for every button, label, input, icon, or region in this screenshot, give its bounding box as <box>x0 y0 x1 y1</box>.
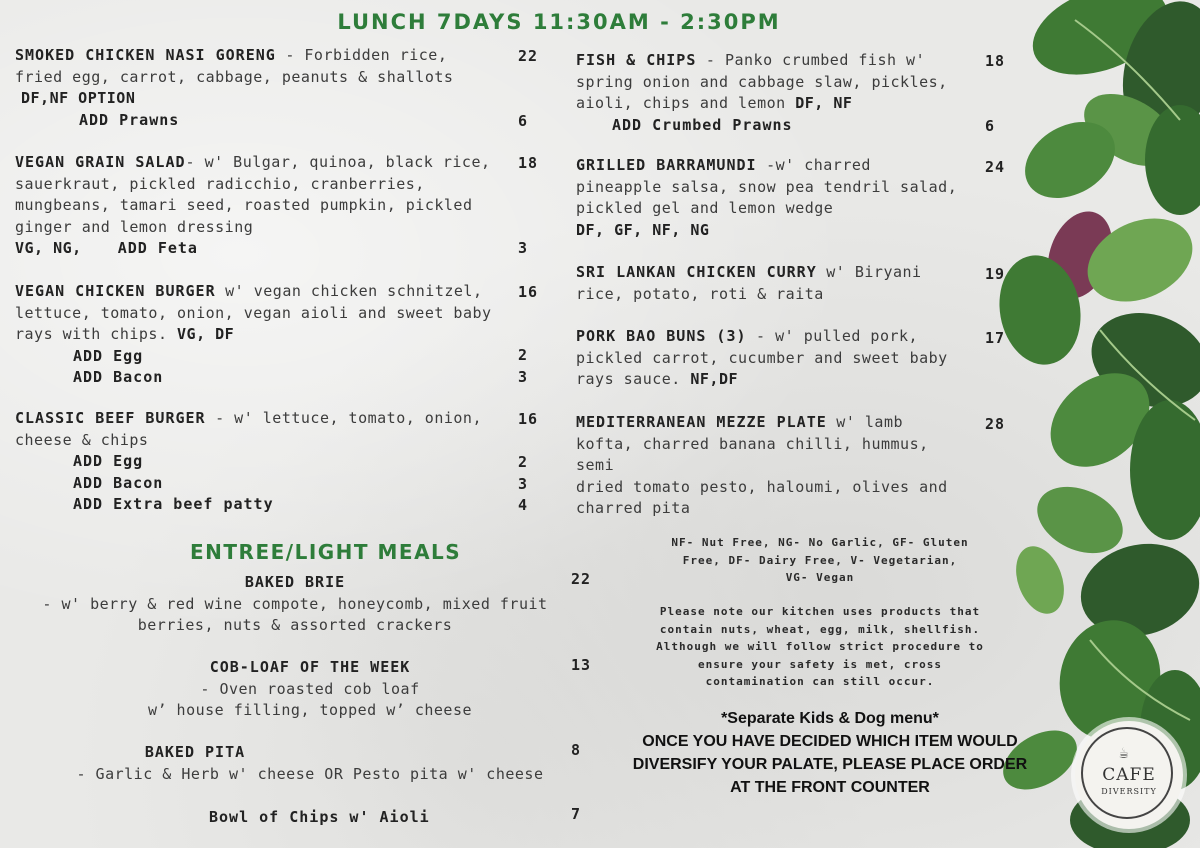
item-desc-line: charred pita <box>576 499 691 517</box>
item-price: 7 <box>571 805 582 823</box>
item-desc-line: mungbeans, tamari seed, roasted pumpkin, pickled <box>15 196 473 214</box>
item-price: 24 <box>985 158 1006 176</box>
addon-price: 3 <box>518 239 529 257</box>
item-price: 28 <box>985 415 1006 433</box>
item-desc-line: berries, nuts & assorted crackers <box>137 616 453 634</box>
item-addon: ADD Extra beef patty <box>73 495 274 513</box>
item-tags: DF, NF <box>785 94 853 112</box>
item-price: 16 <box>518 283 539 301</box>
menu-item-pork-bao-buns <box>576 326 976 391</box>
order-line: DIVERSIFY YOUR PALATE, PLEASE PLACE ORDER <box>632 756 1028 773</box>
item-desc-line: cheese & chips <box>15 430 149 449</box>
menu-item-vegan-chicken-burger <box>15 281 515 389</box>
item-name: VEGAN GRAIN SALAD <box>15 153 186 171</box>
legend-line: NF- Nut Free, NG- No Garlic, GF- Gluten <box>671 536 969 549</box>
item-addon: ADD Bacon <box>73 368 164 386</box>
order-notice <box>610 707 1050 799</box>
item-price: 22 <box>571 570 592 588</box>
allergy-notice <box>630 603 1010 691</box>
menu-title: LUNCH 7DAYS 11:30AM - 2:30PM <box>337 10 781 34</box>
item-desc: - w' lettuce, tomato, onion, <box>205 409 482 427</box>
entree-item-bowl-of-chips <box>209 807 430 829</box>
item-desc-line: lettuce, tomato, onion, vegan aioli and sweet baby <box>15 303 492 322</box>
item-desc-line: aioli, chips and lemon <box>576 94 786 112</box>
item-desc-line: spring onion and cabbage slaw, pickles, <box>576 72 948 91</box>
menu-item-nasi-goreng <box>15 45 510 131</box>
dietary-legend <box>640 534 1000 587</box>
item-price: 16 <box>518 410 539 428</box>
allergy-line: contamination can still occur. <box>705 675 935 688</box>
item-name: COB-LOAF OF THE WEEK <box>209 658 411 676</box>
item-desc-line: rays with chips. <box>15 325 168 343</box>
addon-price: 2 <box>518 453 529 471</box>
item-desc: w' Biryani <box>816 263 922 281</box>
item-price: 13 <box>571 656 592 674</box>
item-desc-line: ginger and lemon dressing <box>15 217 254 236</box>
item-tags: DF, GF, NF, NG <box>576 220 710 239</box>
allergy-line: Although we will follow strict procedure to <box>656 640 984 653</box>
item-addon: ADD Egg <box>73 452 144 470</box>
legend-line: Free, DF- Dairy Free, V- Vegetarian, <box>682 553 958 567</box>
menu-item-fish-and-chips <box>576 50 976 136</box>
item-name: GRILLED BARRAMUNDI <box>576 156 757 174</box>
item-tags: DF,NF OPTION <box>21 89 136 107</box>
item-desc-line: sauerkraut, pickled radicchio, cranberries, <box>15 174 425 193</box>
item-desc-line: pineapple salsa, snow pea tendril salad, <box>576 177 958 196</box>
allergy-line: contain nuts, wheat, egg, milk, shellfish. <box>659 622 981 636</box>
item-tags: VG, DF <box>167 325 235 343</box>
item-name: BAKED PITA <box>144 743 246 761</box>
addon-price: 6 <box>518 112 529 130</box>
item-name: FISH & CHIPS <box>576 51 697 69</box>
entree-item-baked-brie <box>15 572 575 637</box>
order-line: ONCE YOU HAVE DECIDED WHICH ITEM WOULD <box>642 733 1018 750</box>
legend-line: VG- Vegan <box>785 571 855 584</box>
addon-price: 4 <box>518 496 529 514</box>
item-addon: ADD Prawns <box>79 110 180 129</box>
order-line: AT THE FRONT COUNTER <box>730 779 930 796</box>
item-price: 19 <box>985 265 1006 283</box>
item-desc-line: pickled carrot, cucumber and sweet baby <box>576 348 948 367</box>
allergy-line: Please note our kitchen uses products that <box>659 605 981 618</box>
item-desc: - Panko crumbed fish w' <box>696 51 926 69</box>
entree-heading: ENTREE/LIGHT MEALS <box>190 540 462 564</box>
item-desc-line: kofta, charred banana chilli, hummus, semi <box>576 434 929 474</box>
item-desc: -w' charred <box>756 156 871 174</box>
addon-price: 3 <box>518 475 529 493</box>
item-desc-line: - w' berry & red wine compote, honeycomb, mixed fruit <box>42 594 548 613</box>
entree-item-baked-pita <box>30 742 590 785</box>
item-name: SMOKED CHICKEN NASI GORENG <box>15 46 276 64</box>
addon-price: 3 <box>518 368 529 386</box>
item-name: Bowl of Chips w' Aioli <box>209 808 430 826</box>
item-desc-line: dried tomato pesto, haloumi, olives and <box>576 477 948 496</box>
kids-menu-note: *Separate Kids & Dog menu* <box>721 710 939 727</box>
item-addon: ADD Crumbed Prawns <box>612 115 793 134</box>
item-name: SRI LANKAN CHICKEN CURRY <box>576 263 817 281</box>
item-addon: ADD Feta <box>117 239 198 257</box>
item-price: 17 <box>985 329 1006 347</box>
item-desc-line: - Oven roasted cob loaf <box>200 679 420 698</box>
item-price: 8 <box>571 741 582 759</box>
item-name: BAKED BRIE <box>244 573 346 591</box>
logo-subtitle: DIVERSITY <box>1101 787 1157 796</box>
coffee-cup-icon: ☕ <box>1119 743 1129 762</box>
menu-item-grilled-barramundi <box>576 155 976 241</box>
item-price: 18 <box>518 154 539 172</box>
item-desc: - w' Bulgar, quinoa, black rice, <box>185 153 491 171</box>
item-desc: w' vegan chicken schnitzel, <box>215 282 483 300</box>
item-name: MEDITERRANEAN MEZZE PLATE <box>576 413 827 431</box>
menu-item-mezze-plate <box>576 412 976 520</box>
item-name: VEGAN CHICKEN BURGER <box>15 282 216 300</box>
allergy-line: ensure your safety is met, cross <box>698 657 942 671</box>
item-desc: - Forbidden rice, <box>275 46 448 64</box>
addon-price: 6 <box>985 117 996 135</box>
item-desc-line: - Garlic & Herb w' cheese OR Pesto pita w' cheese <box>76 764 544 783</box>
menu-item-classic-beef-burger <box>15 408 515 516</box>
menu-item-sri-lankan-curry <box>576 262 976 305</box>
item-tags: VG, NG, <box>15 239 82 257</box>
item-desc-line: w’ house filling, topped w’ cheese <box>147 701 473 719</box>
item-desc-line: rice, potato, roti & raita <box>576 284 824 303</box>
item-desc-line: fried egg, carrot, cabbage, peanuts & shallots <box>15 67 454 86</box>
item-price: 18 <box>985 52 1006 70</box>
addon-price: 2 <box>518 346 529 364</box>
item-name: CLASSIC BEEF BURGER <box>15 409 206 427</box>
item-name: PORK BAO BUNS (3) <box>576 327 747 345</box>
cafe-logo <box>1075 721 1183 829</box>
item-addon: ADD Egg <box>73 346 144 365</box>
menu-item-vegan-grain-salad <box>15 152 515 260</box>
item-desc-line: pickled gel and lemon wedge <box>576 199 834 217</box>
item-desc-line: rays sauce. <box>576 370 681 388</box>
item-price: 22 <box>518 47 539 65</box>
logo-name: CAFE <box>1102 765 1156 785</box>
entree-item-cob-loaf <box>30 657 590 722</box>
item-desc: w' lamb <box>826 413 904 431</box>
item-addon: ADD Bacon <box>73 473 164 492</box>
item-tags: NF,DF <box>680 370 739 388</box>
item-desc: - w' pulled pork, <box>746 327 919 345</box>
